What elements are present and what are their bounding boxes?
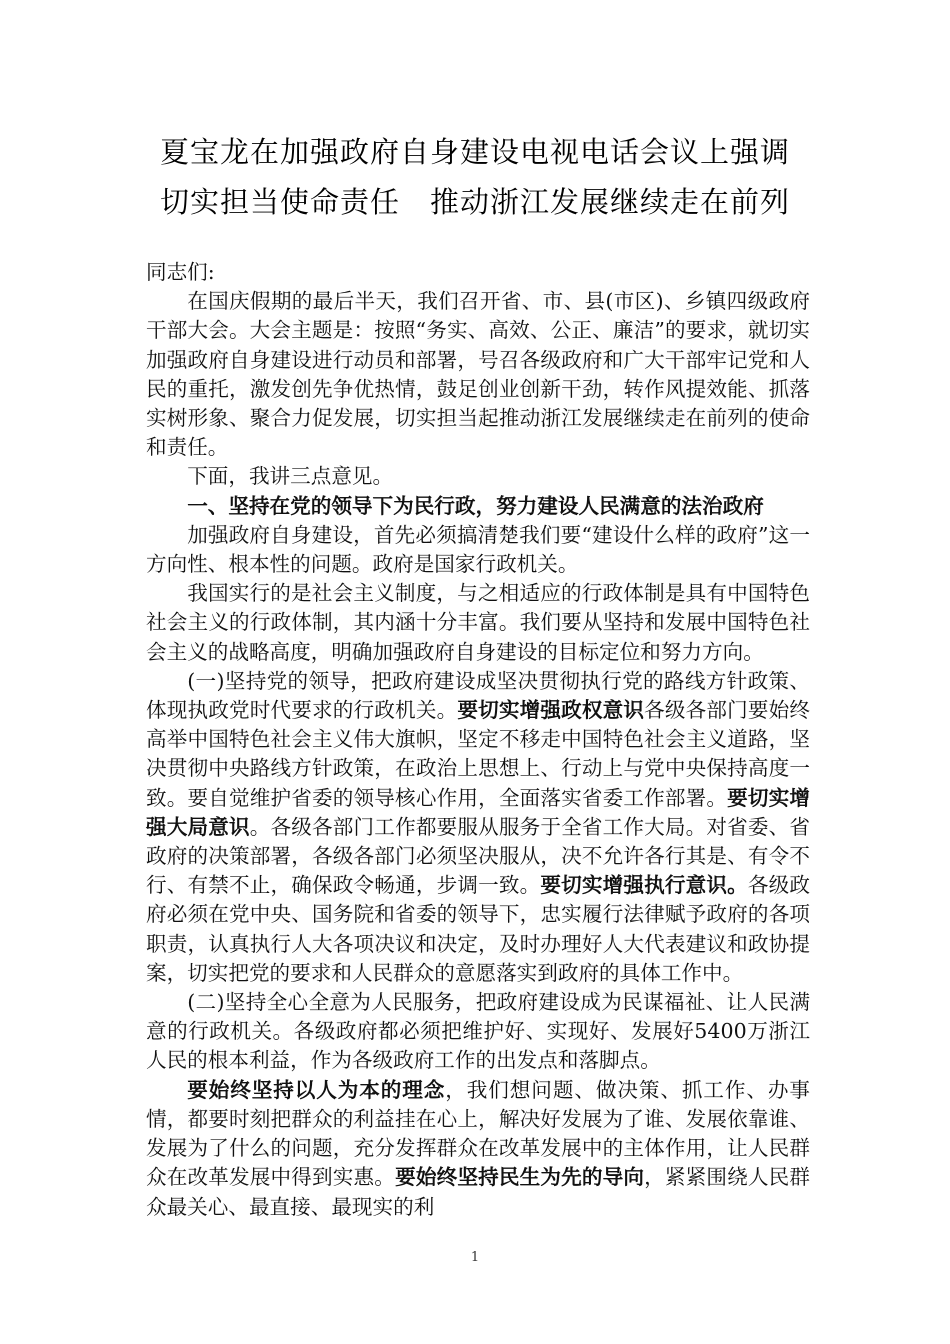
paragraph-5-text-1: ，我们想问题、做决策、抓工作、办事情，都要时刻把群众的利益挂在心上，解决好发展为了谁、发展依靠谁、发展为了什么的问题，充分发挥群众在改革发展中的主体作用，让人民群众在改革发展中得到实惠。 bbox=[146, 1077, 810, 1190]
emphasis-political-awareness: 要切实增强政权意识 bbox=[457, 698, 645, 723]
emphasis-people-oriented: 要始终坚持以人为本的理念 bbox=[187, 1077, 446, 1102]
paragraph-1: 加强政府自身建设，首先必须搞清楚我们要“建设什么样的政府”这一方向性、根本性的问题。政府是国家行政机关。 bbox=[146, 522, 810, 577]
paragraph-3 bbox=[146, 667, 810, 988]
paragraph-5 bbox=[146, 1076, 810, 1222]
document-title-line-2: 切实担当使命责任 推动浙江发展继续走在前列 bbox=[159, 185, 790, 219]
document-title-line-1: 夏宝龙在加强政府自身建设电视电话会议上强调 bbox=[159, 135, 790, 169]
section-1-heading: 一、坚持在党的领导下为民行政，努力建设人民满意的法治政府 bbox=[187, 493, 764, 518]
emphasis-execution-awareness: 要切实增强执行意识。 bbox=[540, 873, 748, 898]
emphasis-livelihood-first: 要始终坚持民生为先的导向 bbox=[395, 1165, 645, 1190]
page-number: 1 bbox=[470, 1250, 480, 1265]
paragraph-2: 我国实行的是社会主义制度，与之相适应的行政体制是具有中国特色社会主义的行政体制，其内涵十分丰富。我们要从坚持和发展中国特色社会主义的战略高度，明确加强政府自身建设的目标定位和努力方向。 bbox=[146, 581, 810, 664]
emphasis-overall-awareness: 要切实增强大局意识 bbox=[146, 785, 810, 839]
paragraph-5-text-2: ，紧紧围绕人民群众最关心、最直接、最现实的利 bbox=[146, 1165, 811, 1219]
salutation: 同志们: bbox=[146, 260, 215, 284]
transition-paragraph: 下面，我讲三点意见。 bbox=[187, 464, 394, 489]
paragraph-4: (二)坚持全心全意为人民服务，把政府建设成为民谋福祉、让人民满意的行政机关。各级政府都必须把维护好、实现好、发展好5400万浙江人民的根本利益，作为各级政府工作的出发点和落脚点。 bbox=[146, 990, 810, 1073]
paragraph-3-text-2: 各级各部门要始终高举中国特色社会主义伟大旗帜，坚定不移走中国特色社会主义道路，坚决贯彻中央路线方针政策，在政治上思想上、行动上与党中央保持高度一致。要自觉维护省委的领导核心作用，全面落实省委工作部署。 bbox=[146, 698, 811, 810]
paragraph-3-text-3: 。各级各部门工作都要服从服务于全省工作大局。对省委、省政府的决策部署，各级各部门必须坚决服从，决不允许各行其是、有令不行、有禁不止，确保政令畅通，步调一致。 bbox=[146, 814, 811, 898]
document-body bbox=[146, 258, 810, 1222]
paragraph-3-text-1: (一)坚持党的领导，把政府建设成坚决贯彻执行党的路线方针政策、体现执政党时代要求的行政机关。 bbox=[146, 668, 810, 723]
intro-paragraph: 在国庆假期的最后半天，我们召开省、市、县(市区)、乡镇四级政府干部大会。大会主题是：按照“务实、高效、公正、廉洁”的要求，就切实加强政府自身建设进行动员和部署，号召各级政府和广大干部牢记党和人民的重托，激发创先争优热情，鼓足创业创新干劲，转作风提效能、抓落实树形象、聚合力促发展，切实担当起推动浙江发展继续走在前列的使命和责任。 bbox=[146, 289, 810, 460]
paragraph-3-text-4: 各级政府必须在党中央、国务院和省委的领导下，忠实履行法律赋予政府的各项职责，认真执行人大各项决议和决定，及时办理好人大代表建议和政协提案，切实把党的要求和人民群众的意愿落实到政府的具体工作中。 bbox=[146, 873, 811, 985]
